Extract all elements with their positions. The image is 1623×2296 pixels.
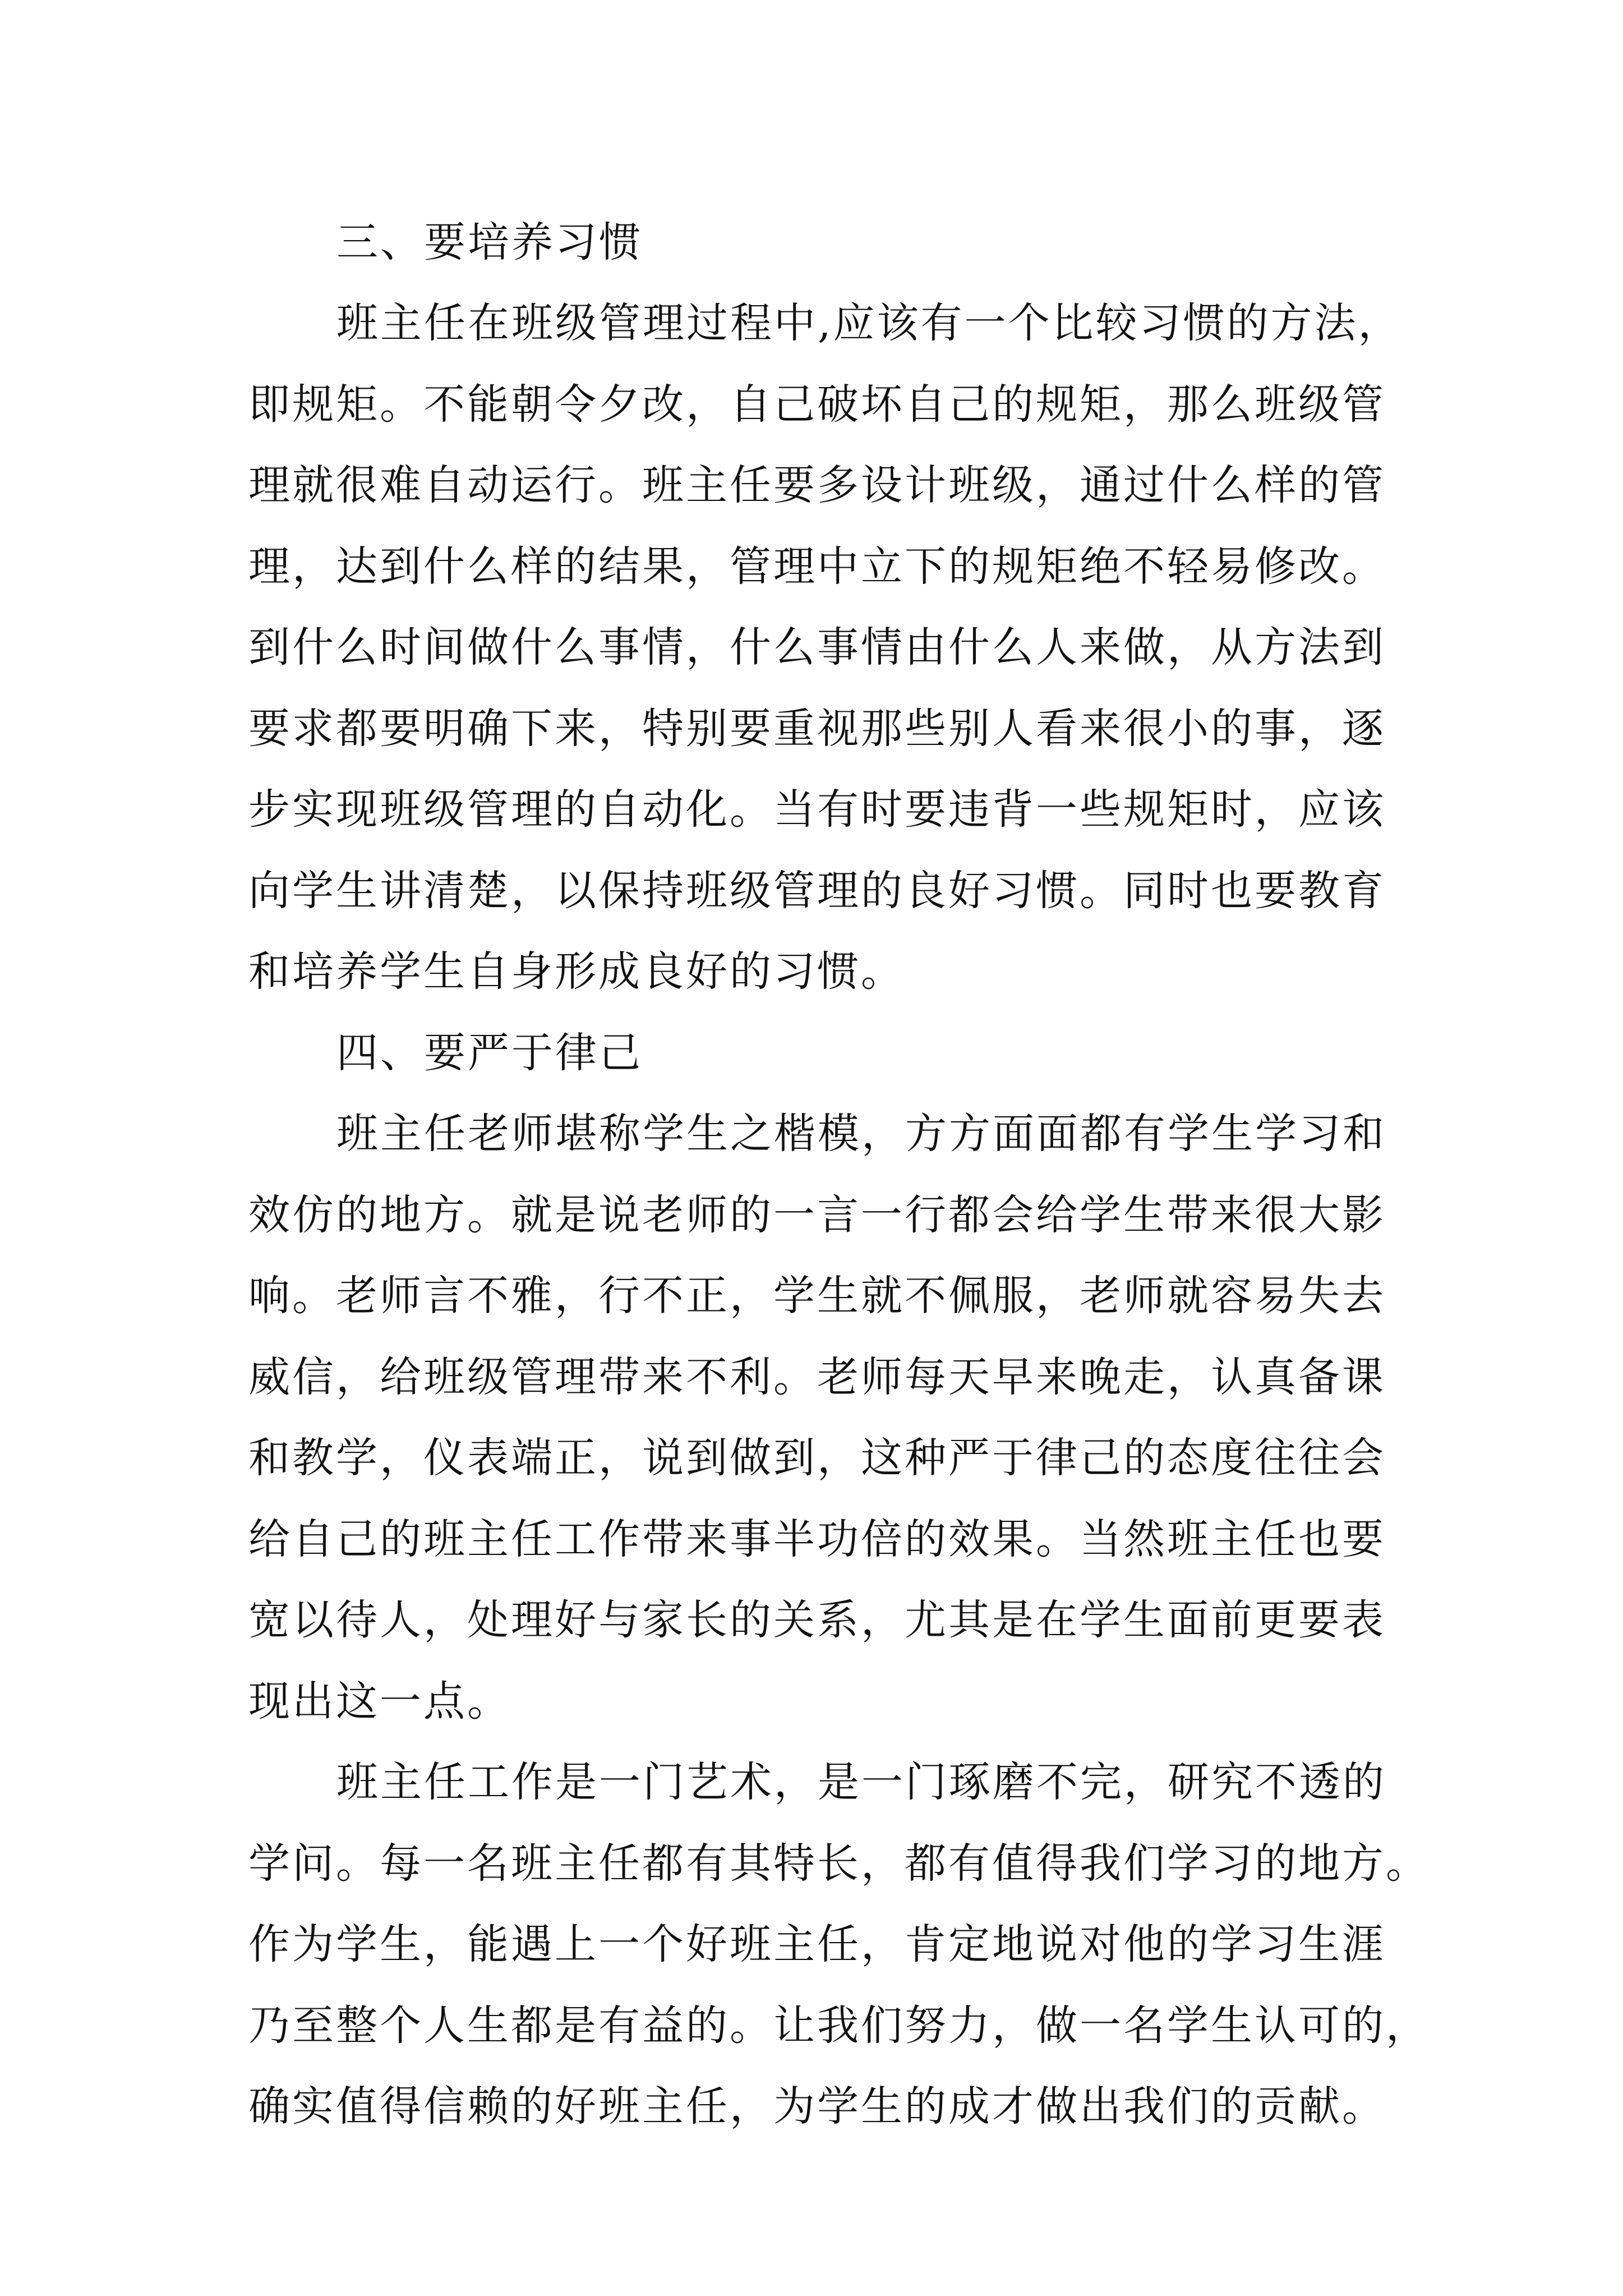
paragraph-line: 和教学，仪表端正，说到做到，这种严于律己的态度往往会 [248,1434,1386,1482]
paragraph-line: 作为学生，能遇上一个好班主任，肯定地说对他的学习生涯 [248,1920,1386,1968]
paragraph-line: 理就很难自动运行。班主任要多设计班级，通过什么样的管 [248,461,1386,509]
paragraph-line: 向学生讲清楚，以保持班级管理的良好习惯。同时也要教育 [248,867,1386,915]
paragraph-line: 要求都要明确下来，特别要重视那些别人看来很小的事，逐 [248,705,1386,753]
paragraph-line: 班主任工作是一门艺术，是一门琢磨不完，研究不透的 [336,1758,1386,1806]
paragraph-line: 即规矩。不能朝令夕改，自己破坏自己的规矩，那么班级管 [248,380,1386,429]
paragraph-line: 响。老师言不雅，行不正，学生就不佩服，老师就容易失去 [248,1272,1386,1320]
paragraph-line: 理，达到什么样的结果，管理中立下的规矩绝不轻易修改。 [248,542,1386,591]
paragraph-line: 班主任老师堪称学生之楷模，方方面面都有学生学习和 [336,1110,1386,1158]
section-heading-3: 三、要培养习惯 [336,218,643,266]
section-heading-4: 四、要严于律己 [336,1029,643,1077]
paragraph-line: 班主任在班级管理过程中,应该有一个比较习惯的方法， [336,299,1402,347]
paragraph-line: 学问。每一名班主任都有其特长，都有值得我们学习的地方。 [248,1839,1430,1888]
paragraph-line: 步实现班级管理的自动化。当有时要违背一些规矩时，应该 [248,785,1386,834]
paragraph-line: 威信，给班级管理带来不利。老师每天早来晚走，认真备课 [248,1353,1386,1401]
paragraph-line: 效仿的地方。就是说老师的一言一行都会给学生带来很大影 [248,1191,1386,1239]
paragraph-line: 现出这一点。 [248,1677,511,1726]
paragraph-line: 宽以待人，处理好与家长的关系，尤其是在学生面前更要表 [248,1596,1386,1644]
paragraph-line: 给自己的班主任工作带来事半功倍的效果。当然班主任也要 [248,1515,1386,1563]
paragraph-line: 乃至整个人生都是有益的。让我们努力，做一名学生认可的， [248,2001,1430,2050]
paragraph-line: 到什么时间做什么事情，什么事情由什么人来做，从方法到 [248,623,1386,671]
paragraph-line: 和培养学生自身形成良好的习惯。 [248,947,905,996]
paragraph-line: 确实值得信赖的好班主任，为学生的成才做出我们的贡献。 [248,2082,1386,2131]
